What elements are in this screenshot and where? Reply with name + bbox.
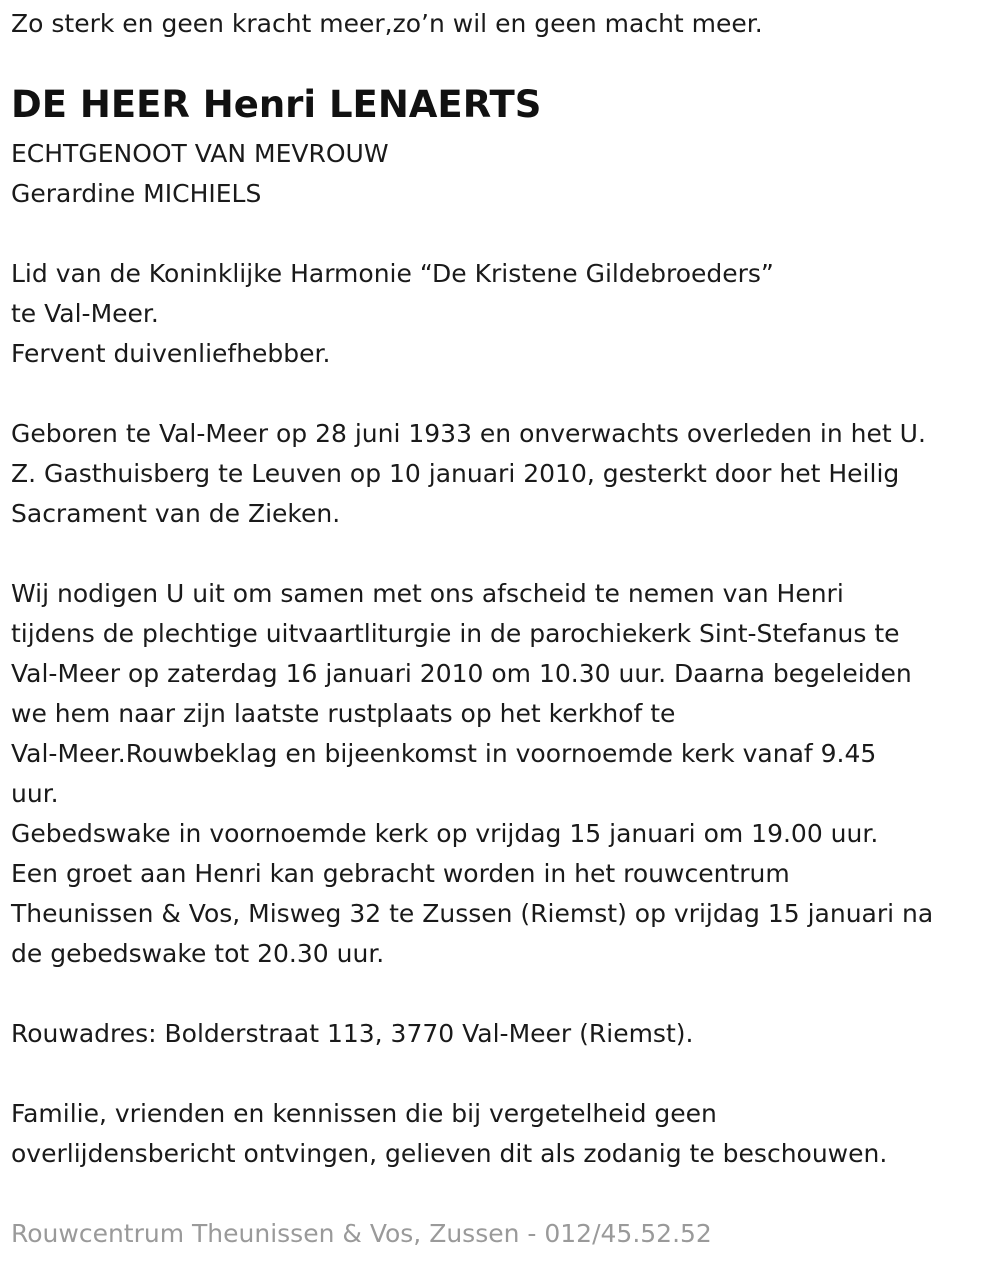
membership-line: te Val-Meer. (11, 299, 159, 328)
memorial-quote: Zo sterk en geen kracht meer,zo’n wil en geen macht meer. (11, 9, 763, 38)
funeral-home-footer: Rouwcentrum Theunissen & Vos, Zussen - 012/45.52.52 (11, 1219, 712, 1248)
spouse-block (11, 134, 389, 214)
spouse-line: ECHTGENOOT VAN MEVROUW (11, 139, 389, 168)
birth-death-line: Sacrament van de Zieken. (11, 499, 341, 528)
family-notice-line: overlijdensbericht ontvingen, gelieven dit als zodanig te beschouwen. (11, 1139, 888, 1168)
invitation-line: uur. (11, 779, 59, 808)
hobby-line: Fervent duivenliefhebber. (11, 339, 331, 368)
invitation-line: we hem naar zijn laatste rustplaats op het kerkhof te (11, 699, 676, 728)
visitation-line: de gebedswake tot 20.30 uur. (11, 939, 385, 968)
invitation-line: tijdens de plechtige uitvaartliturgie in de parochiekerk Sint-Stefanus te (11, 619, 900, 648)
spouse-name: Gerardine MICHIELS (11, 179, 262, 208)
birth-death-line: Z. Gasthuisberg te Leuven op 10 januari 2010, gesterkt door het Heilig (11, 459, 900, 488)
invitation-line: Val-Meer.Rouwbeklag en bijeenkomst in voornoemde kerk vanaf 9.45 (11, 739, 877, 768)
birth-death-block (11, 414, 926, 534)
membership-block (11, 254, 774, 374)
invitation-line: Wij nodigen U uit om samen met ons afscheid te nemen van Henri (11, 579, 844, 608)
family-notice-block (11, 1094, 887, 1174)
visitation-line: Theunissen & Vos, Misweg 32 te Zussen (Riemst) op vrijdag 15 januari na (11, 899, 934, 928)
mourning-address: Rouwadres: Bolderstraat 113, 3770 Val-Meer (Riemst). (11, 1019, 694, 1048)
vigil-line: Gebedswake in voornoemde kerk op vrijdag 15 januari om 19.00 uur. (11, 819, 879, 848)
funeral-invitation-block (11, 574, 933, 974)
birth-death-line: Geboren te Val-Meer op 28 juni 1933 en onverwachts overleden in het U. (11, 419, 926, 448)
invitation-line: Val-Meer op zaterdag 16 januari 2010 om 10.30 uur. Daarna begeleiden (11, 659, 912, 688)
mourning-address-block (11, 1014, 693, 1054)
deceased-name-heading: DE HEER Henri LENAERTS (11, 83, 542, 126)
visitation-line: Een groet aan Henri kan gebracht worden in het rouwcentrum (11, 859, 790, 888)
membership-line: Lid van de Koninklijke Harmonie “De Kristene Gildebroeders” (11, 259, 774, 288)
family-notice-line: Familie, vrienden en kennissen die bij vergetelheid geen (11, 1099, 717, 1128)
